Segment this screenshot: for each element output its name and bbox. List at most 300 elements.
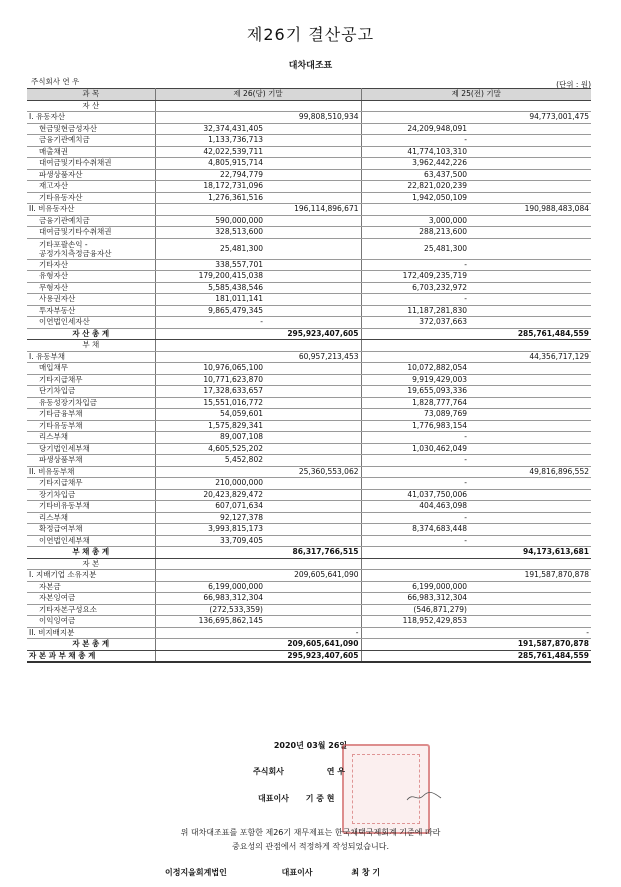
current-total-value [265, 604, 361, 616]
prior-detail-value [361, 547, 469, 559]
current-total-value [265, 146, 361, 158]
table-row [27, 397, 591, 409]
header-prior-period: 제 25(전) 기말 [361, 89, 591, 101]
prior-total-value [469, 535, 591, 547]
row-label: 금융기관예치금 [27, 135, 155, 147]
current-total-value [265, 282, 361, 294]
current-detail-value: 590,000,000 [155, 215, 265, 227]
row-label: 부 채 총 계 [27, 547, 155, 559]
prior-detail-value: 6,199,000,000 [361, 581, 469, 593]
current-detail-value: 181,011,141 [155, 294, 265, 306]
row-label: 부 채 [27, 340, 155, 352]
current-total-value: - [265, 627, 361, 639]
current-total-value [265, 478, 361, 490]
row-label: 대여금및기타수취채권 [27, 158, 155, 170]
prior-detail-value: 1,828,777,764 [361, 397, 469, 409]
prior-detail-value [361, 466, 469, 478]
current-total-value: 25,360,553,062 [265, 466, 361, 478]
prior-detail-value [361, 558, 469, 570]
prior-total-value [469, 386, 591, 398]
table-row [27, 581, 591, 593]
current-detail-value: 17,328,633,657 [155, 386, 265, 398]
prior-detail-value: 372,037,663 [361, 317, 469, 329]
prior-detail-value: 172,409,235,719 [361, 271, 469, 283]
prior-detail-value: 9,919,429,003 [361, 374, 469, 386]
prior-detail-value: 6,703,232,972 [361, 282, 469, 294]
table-row [27, 169, 591, 181]
auditor-firm: 이정지을회계법인 [165, 868, 227, 877]
current-total-value [265, 100, 361, 112]
table-row [27, 271, 591, 283]
current-total-value: 209,605,641,090 [265, 570, 361, 582]
table-row [27, 558, 591, 570]
table-row [27, 604, 591, 616]
table-row [27, 282, 591, 294]
table-header-row [27, 89, 591, 101]
prior-detail-value [361, 328, 469, 340]
prior-detail-value: - [361, 512, 469, 524]
row-label: 기타자본구성요소 [27, 604, 155, 616]
prior-detail-value [361, 100, 469, 112]
auditor-signature [165, 867, 380, 878]
row-label: 투자부동산 [27, 305, 155, 317]
current-detail-value: 9,865,479,345 [155, 305, 265, 317]
row-label: 기타유동자산 [27, 192, 155, 204]
current-total-value [265, 123, 361, 135]
header-current-period: 제 26(당) 기말 [155, 89, 361, 101]
table-row [27, 351, 591, 363]
row-label: 확정급여부채 [27, 524, 155, 536]
current-total-value [265, 524, 361, 536]
prior-detail-value [361, 204, 469, 216]
table-row [27, 409, 591, 421]
handwritten-signature [405, 790, 445, 804]
row-label: 유동성장기차입금 [27, 397, 155, 409]
table-row [27, 238, 591, 259]
row-label: 매입채무 [27, 363, 155, 375]
unit-label: (단위 : 원) [556, 80, 591, 89]
table-row [27, 443, 591, 455]
table-row [27, 294, 591, 306]
current-detail-value: 5,585,438,546 [155, 282, 265, 294]
row-label: 이연법인세부채 [27, 535, 155, 547]
row-label: 자본잉여금 [27, 593, 155, 605]
current-total-value [265, 397, 361, 409]
current-detail-value: 338,557,701 [155, 259, 265, 271]
audit-note-line-1: 위 대차대조표를 포함한 제26기 재무제표는 한국채택국제회계 기준에 따라 [180, 828, 441, 837]
prior-detail-value: 41,037,750,006 [361, 489, 469, 501]
current-detail-value: 18,172,731,096 [155, 181, 265, 193]
current-total-value [265, 386, 361, 398]
table-row [27, 501, 591, 513]
prior-total-value [469, 169, 591, 181]
prior-total-value [469, 123, 591, 135]
prior-total-value [469, 271, 591, 283]
prior-total-value [469, 558, 591, 570]
prior-total-value [469, 443, 591, 455]
current-detail-value: 25,481,300 [155, 238, 265, 259]
prior-detail-value: 3,962,442,226 [361, 158, 469, 170]
row-label: 대여금및기타수취채권 [27, 227, 155, 239]
table-row [27, 146, 591, 158]
current-detail-value: 66,983,312,304 [155, 593, 265, 605]
current-total-value [265, 374, 361, 386]
row-label: 이익잉여금 [27, 616, 155, 628]
current-detail-value [155, 570, 265, 582]
current-total-value [265, 259, 361, 271]
table-row [27, 317, 591, 329]
signature-company [253, 766, 345, 777]
row-label: 유형자산 [27, 271, 155, 283]
prior-total-value [469, 215, 591, 227]
current-detail-value: 33,709,405 [155, 535, 265, 547]
prior-total-value [469, 432, 591, 444]
table-row [27, 135, 591, 147]
row-label: 기타유동부채 [27, 420, 155, 432]
audit-note-line-2: 중요성의 관점에서 적정하게 작성되었습니다. [231, 842, 389, 851]
prior-detail-value: 10,072,882,054 [361, 363, 469, 375]
prior-detail-value: 288,213,600 [361, 227, 469, 239]
company-name: 주식회사 연 우 [31, 77, 80, 86]
prior-total-value [469, 501, 591, 513]
current-total-value: 295,923,407,605 [265, 650, 361, 662]
current-total-value [265, 135, 361, 147]
prior-detail-value: - [361, 135, 469, 147]
prior-detail-value: 404,463,098 [361, 501, 469, 513]
current-total-value [265, 409, 361, 421]
row-label: 자 산 총 계 [27, 328, 155, 340]
current-detail-value [155, 466, 265, 478]
prior-total-value: - [469, 627, 591, 639]
current-total-value [265, 169, 361, 181]
row-label: 당기법인세부채 [27, 443, 155, 455]
prior-total-value [469, 374, 591, 386]
prior-total-value [469, 146, 591, 158]
row-label: 기타비유동부채 [27, 501, 155, 513]
table-row [27, 466, 591, 478]
prior-total-value [469, 604, 591, 616]
current-detail-value [155, 351, 265, 363]
prior-detail-value [361, 340, 469, 352]
current-total-value [265, 501, 361, 513]
table-row [27, 432, 591, 444]
table-row [27, 328, 591, 340]
current-total-value [265, 238, 361, 259]
current-detail-value [155, 100, 265, 112]
table-row [27, 512, 591, 524]
prior-detail-value: 8,374,683,448 [361, 524, 469, 536]
prior-total-value [469, 294, 591, 306]
company-seal-stamp [342, 744, 430, 834]
document-subtitle: 대차대조표 [288, 61, 333, 71]
prior-detail-value: 3,000,000 [361, 215, 469, 227]
prior-detail-value: 63,437,500 [361, 169, 469, 181]
prior-total-value [469, 305, 591, 317]
prior-total-value [469, 397, 591, 409]
current-total-value [265, 158, 361, 170]
prior-detail-value: - [361, 432, 469, 444]
table-row [27, 478, 591, 490]
prior-total-value [469, 192, 591, 204]
table-row [27, 524, 591, 536]
prior-detail-value: 25,481,300 [361, 238, 469, 259]
current-detail-value: 89,007,108 [155, 432, 265, 444]
prior-total-value [469, 455, 591, 467]
prior-total-value [469, 363, 591, 375]
current-total-value [265, 512, 361, 524]
prior-detail-value: - [361, 535, 469, 547]
prior-detail-value [361, 351, 469, 363]
current-total-value: 86,317,766,515 [265, 547, 361, 559]
row-label: I. 유동자산 [27, 112, 155, 124]
prior-detail-value [361, 627, 469, 639]
prior-total-value [469, 227, 591, 239]
current-detail-value: 6,199,000,000 [155, 581, 265, 593]
current-total-value [265, 616, 361, 628]
signature-ceo-name: 기 중 현 [305, 794, 335, 803]
table-row [27, 547, 591, 559]
table-row [27, 374, 591, 386]
current-detail-value: 607,071,634 [155, 501, 265, 513]
current-detail-value: - [155, 317, 265, 329]
auditor-rep-label: 대표이사 [281, 868, 313, 877]
current-detail-value: 328,513,600 [155, 227, 265, 239]
current-detail-value [155, 112, 265, 124]
prior-detail-value [361, 112, 469, 124]
prior-total-value [469, 593, 591, 605]
prior-detail-value: - [361, 455, 469, 467]
table-row [27, 192, 591, 204]
prior-total-value [469, 420, 591, 432]
prior-total-value: 49,816,896,552 [469, 466, 591, 478]
prior-total-value [469, 181, 591, 193]
row-label: II. 비지배지분 [27, 627, 155, 639]
row-label: 장기차입금 [27, 489, 155, 501]
signature-company-label: 주식회사 [253, 767, 284, 776]
prior-detail-value: 22,821,020,239 [361, 181, 469, 193]
current-total-value [265, 432, 361, 444]
signature-ceo [258, 793, 334, 804]
current-detail-value [155, 547, 265, 559]
table-row [27, 340, 591, 352]
current-total-value [265, 363, 361, 375]
row-label: 파생상품자산 [27, 169, 155, 181]
row-label: 파생상품부채 [27, 455, 155, 467]
row-label: 자 본 총 계 [27, 639, 155, 651]
current-total-value [265, 420, 361, 432]
table-row [27, 305, 591, 317]
current-total-value: 60,957,213,453 [265, 351, 361, 363]
current-total-value [265, 294, 361, 306]
current-detail-value: 1,575,829,341 [155, 420, 265, 432]
prior-detail-value: 41,774,103,310 [361, 146, 469, 158]
table-row [27, 112, 591, 124]
balance-sheet-table [27, 88, 591, 663]
table-row [27, 204, 591, 216]
current-detail-value: 22,794,779 [155, 169, 265, 181]
prior-total-value [469, 135, 591, 147]
current-detail-value: 3,993,815,173 [155, 524, 265, 536]
row-label [27, 238, 155, 259]
row-label: 매출채권 [27, 146, 155, 158]
row-label: 기타자산 [27, 259, 155, 271]
prior-total-value [469, 489, 591, 501]
table-row [27, 650, 591, 662]
current-detail-value [155, 627, 265, 639]
current-total-value [265, 558, 361, 570]
prior-total-value: 94,773,001,475 [469, 112, 591, 124]
row-label: 재고자산 [27, 181, 155, 193]
current-detail-value: 32,374,431,405 [155, 123, 265, 135]
current-detail-value: 1,133,736,713 [155, 135, 265, 147]
prior-detail-value: 66,983,312,304 [361, 593, 469, 605]
current-detail-value: 10,771,623,870 [155, 374, 265, 386]
prior-total-value: 285,761,484,559 [469, 650, 591, 662]
prior-total-value [469, 616, 591, 628]
announcement-date: 2020년 03월 26일 [273, 741, 348, 750]
current-detail-value: 92,127,378 [155, 512, 265, 524]
prior-total-value: 44,356,717,129 [469, 351, 591, 363]
table-row [27, 363, 591, 375]
current-total-value [265, 227, 361, 239]
prior-detail-value: 118,952,429,853 [361, 616, 469, 628]
header-account: 과 목 [27, 89, 155, 101]
row-label: 이연법인세자산 [27, 317, 155, 329]
prior-detail-value: (546,871,279) [361, 604, 469, 616]
current-detail-value: 5,452,802 [155, 455, 265, 467]
auditor-rep-name: 최 창 기 [351, 868, 381, 877]
current-detail-value: 42,022,539,711 [155, 146, 265, 158]
prior-total-value [469, 238, 591, 259]
row-label: 현금및현금성자산 [27, 123, 155, 135]
current-total-value [265, 271, 361, 283]
prior-detail-value: - [361, 259, 469, 271]
row-label-line-1: 기타포괄손익 - [39, 239, 88, 249]
current-total-value [265, 215, 361, 227]
current-total-value [265, 593, 361, 605]
current-detail-value [155, 650, 265, 662]
current-total-value [265, 489, 361, 501]
table-row [27, 639, 591, 651]
current-detail-value: 210,000,000 [155, 478, 265, 490]
prior-detail-value [361, 639, 469, 651]
current-detail-value [155, 204, 265, 216]
prior-total-value: 190,988,483,084 [469, 204, 591, 216]
table-row [27, 123, 591, 135]
row-label: 기타지급채무 [27, 374, 155, 386]
table-row [27, 489, 591, 501]
current-total-value: 295,923,407,605 [265, 328, 361, 340]
current-total-value [265, 181, 361, 193]
prior-total-value [469, 512, 591, 524]
current-detail-value: 4,605,525,202 [155, 443, 265, 455]
table-row [27, 616, 591, 628]
prior-total-value: 191,587,870,878 [469, 639, 591, 651]
prior-detail-value: - [361, 294, 469, 306]
current-detail-value: 179,200,415,038 [155, 271, 265, 283]
table-row [27, 227, 591, 239]
row-label: 자본금 [27, 581, 155, 593]
prior-detail-value [361, 650, 469, 662]
prior-total-value [469, 100, 591, 112]
prior-detail-value: 1,030,462,049 [361, 443, 469, 455]
balance-sheet-body [27, 100, 591, 662]
prior-detail-value [361, 570, 469, 582]
current-total-value [265, 443, 361, 455]
row-label: 자 본 [27, 558, 155, 570]
current-detail-value: 10,976,065,100 [155, 363, 265, 375]
current-total-value: 209,605,641,090 [265, 639, 361, 651]
prior-total-value [469, 581, 591, 593]
prior-detail-value: 19,655,093,336 [361, 386, 469, 398]
table-row [27, 215, 591, 227]
current-detail-value [155, 558, 265, 570]
prior-total-value [469, 409, 591, 421]
prior-detail-value: 1,942,050,109 [361, 192, 469, 204]
row-label: 리스부채 [27, 432, 155, 444]
prior-total-value [469, 282, 591, 294]
page-title: 제26기 결산공고 [246, 25, 375, 44]
current-total-value [265, 340, 361, 352]
current-detail-value: 4,805,915,714 [155, 158, 265, 170]
table-row [27, 100, 591, 112]
current-detail-value: 54,059,601 [155, 409, 265, 421]
signature-ceo-label: 대표이사 [258, 794, 289, 803]
row-label: 사용권자산 [27, 294, 155, 306]
current-detail-value: 20,423,829,472 [155, 489, 265, 501]
table-row [27, 570, 591, 582]
row-label: II. 비유동자산 [27, 204, 155, 216]
current-detail-value [155, 340, 265, 352]
prior-detail-value: - [361, 478, 469, 490]
prior-detail-value: 1,776,983,154 [361, 420, 469, 432]
current-detail-value: 1,276,361,516 [155, 192, 265, 204]
current-total-value [265, 305, 361, 317]
table-row [27, 455, 591, 467]
signature-company-name: 연 우 [326, 767, 345, 776]
row-label: II. 비유동부채 [27, 466, 155, 478]
row-label: 자 본 과 부 채 총 계 [27, 650, 155, 662]
row-label: 기타지급채무 [27, 478, 155, 490]
table-row [27, 181, 591, 193]
current-detail-value: 136,695,862,145 [155, 616, 265, 628]
prior-total-value: 94,173,613,681 [469, 547, 591, 559]
prior-detail-value: 24,209,948,091 [361, 123, 469, 135]
row-label: I. 유동부채 [27, 351, 155, 363]
table-row [27, 259, 591, 271]
audit-note [0, 826, 621, 854]
row-label: 단기차입금 [27, 386, 155, 398]
current-total-value [265, 317, 361, 329]
current-detail-value: (272,533,359) [155, 604, 265, 616]
prior-total-value [469, 317, 591, 329]
prior-total-value [469, 259, 591, 271]
current-total-value [265, 455, 361, 467]
row-label: I. 지배기업 소유지분 [27, 570, 155, 582]
table-row [27, 420, 591, 432]
row-label: 기타금융부채 [27, 409, 155, 421]
table-row [27, 158, 591, 170]
row-label: 금융기관예치금 [27, 215, 155, 227]
row-label-line-2: 공정가치측정금융자산 [39, 248, 112, 258]
prior-total-value: 191,587,870,878 [469, 570, 591, 582]
current-detail-value: 15,551,016,772 [155, 397, 265, 409]
current-total-value: 196,114,896,671 [265, 204, 361, 216]
current-total-value [265, 192, 361, 204]
current-detail-value [155, 639, 265, 651]
current-total-value [265, 535, 361, 547]
prior-total-value [469, 524, 591, 536]
